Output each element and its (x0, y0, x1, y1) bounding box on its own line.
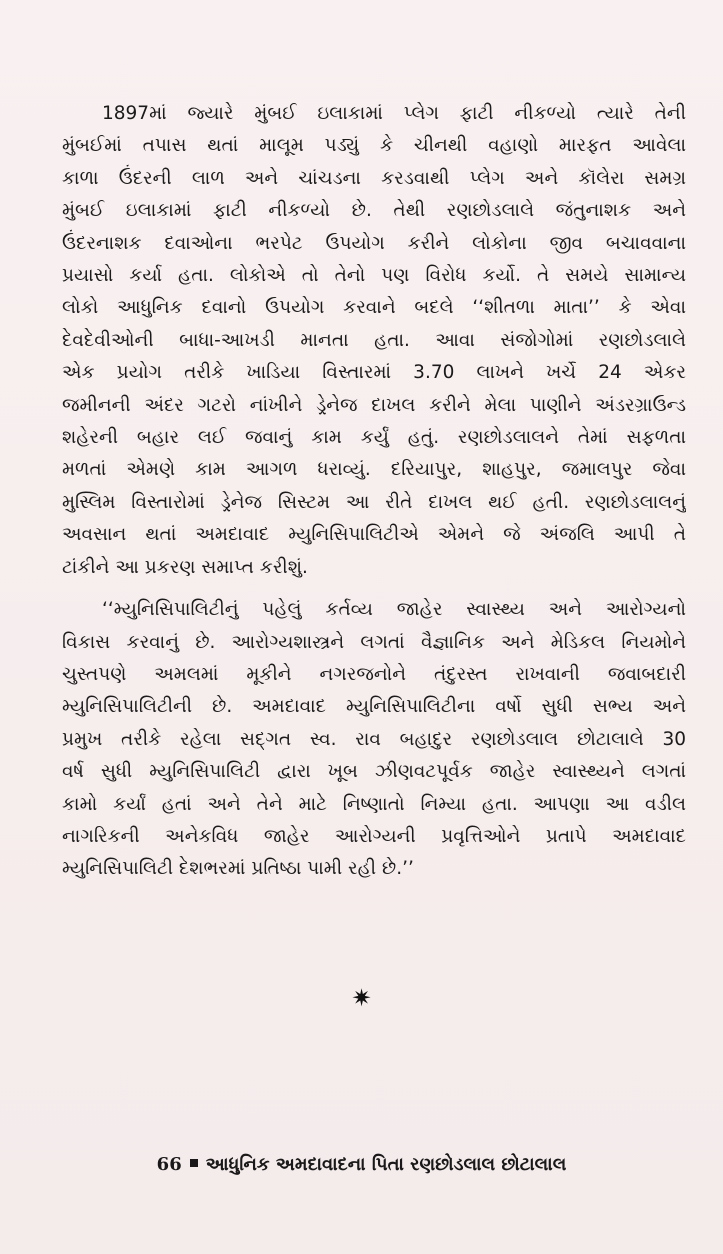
page-body (62, 98, 686, 886)
text-line: મુંબઈમાં તપાસ થતાં માલૂમ પડ્યું કે ચીનથી વહાણો મારફત આવેલા (62, 135, 686, 157)
text-line: 1897માં જ્યારે મુંબઈ ઇલાકામાં પ્લેગ ફાટી નીકળ્યો ત્યારે તેની (102, 103, 686, 124)
text-line: વિકાસ કરવાનું છે. આરોગ્યશાસ્ત્રને લગતાં વૈજ્ઞાનિક અને મેડિકલ નિયમોને (62, 631, 686, 653)
text-line: ટાંકીને આ પ્રકરણ સમાપ્ત કરીશું. (62, 556, 308, 578)
page-number: 66 (156, 1154, 182, 1175)
text-line: મ્યુનિસિપાલિટી દેશભરમાં પ્રતિષ્ઠા પામી રહી છે.’’ (62, 858, 414, 880)
text-line: એક પ્રયોગ તરીકે ખાડિયા વિસ્તારમાં 3.70 લાખને ખર્ચે 24 એકર (62, 362, 686, 384)
footer-bullet-icon (190, 1159, 198, 1167)
text-line: વર્ષ સુધી મ્યુનિસિપાલિટી દ્વારા ખૂબ ઝીણવટપૂર્વક જાહેર સ્વાસ્થ્યને લગતાં (62, 761, 686, 783)
text-line: શહેરની બહાર લઈ જવાનું કામ કર્યું હતું. રણછોડલાલને તેમાં સફળતા (62, 427, 686, 449)
text-line: ‘‘મ્યુનિસિપાલિટીનું પહેલું કર્તવ્ય જાહેર સ્વાસ્થ્ય અને આરોગ્યનો (102, 599, 686, 621)
section-end-asterisk-icon: ✷ (351, 984, 372, 1012)
text-line: નાગરિકની અનેકવિધ જાહેર આરોગ્યની પ્રવૃત્તિઓને પ્રતાપે અમદાવાદ (62, 825, 686, 847)
text-line: પ્રયાસો કર્યા હતા. લોકોએ તો તેનો પણ વિરોધ કર્યો. તે સમયે સામાન્ય (62, 265, 686, 287)
text-line: દેવદેવીઓની બાધા-આખડી માનતા હતા. આવા સંજોગોમાં રણછોડલાલે (62, 329, 686, 351)
text-line: મુંબઈ ઇલાકામાં ફાટી નીકળ્યો છે. તેથી રણછોડલાલે જંતુનાશક અને (62, 200, 686, 222)
paragraph-municipality-tribute-quote (62, 594, 686, 886)
text-line: ચુસ્તપણે અમલમાં મૂકીને નગરજનોને તંદુરસ્ત રાખવાની જવાબદારી (62, 663, 686, 685)
paragraph-drainage-history (62, 98, 686, 584)
text-line: કામો કર્યાં હતાં અને તેને માટે નિષ્ણાતો નિમ્યા હતા. આપણા આ વડીલ (62, 793, 686, 815)
text-line: અવસાન થતાં અમદાવાદ મ્યુનિસિપાલિટીએ એમને જે અંજલિ આપી તે (62, 524, 686, 546)
text-line: મળતાં એમણે કામ આગળ ધરાવ્યું. દરિયાપુર, શાહપુર, જમાલપુર જેવા (62, 459, 686, 481)
page-footer (0, 1153, 723, 1177)
text-line: કાળા ઉંદરની લાળ અને ચાંચડના કરડવાથી પ્લેગ અને કૉલેરા સમગ્ર (62, 167, 686, 189)
text-line: મુસ્લિમ વિસ્તારોમાં ડ્રેનેજ સિસ્ટમ આ રીતે દાખલ થઈ હતી. રણછોડલાલનું (62, 491, 686, 513)
text-line: ઉંદરનાશક દવાઓના ભરપેટ ઉપયોગ કરીને લોકોના જીવ બચાવવાના (62, 232, 686, 254)
text-line: પ્રમુખ તરીકે રહેલા સદ્ગત સ્વ. રાવ બહાદુર રણછોડલાલ છોટાલાલે 30 (62, 728, 686, 750)
text-line: જમીનની અંદર ગટરો નાંખીને ડ્રેનેજ દાખલ કરીને મેલા પાણીને અંડરગ્રાઉન્ડ (62, 394, 686, 416)
running-title: આધુનિક અમદાવાદના પિતા રણછોડલાલ છોટાલાલ (205, 1154, 567, 1175)
text-line: મ્યુનિસિપાલિટીની છે. અમદાવાદ મ્યુનિસિપાલિટીના વર્ષો સુધી સભ્ય અને (62, 696, 686, 718)
text-line: લોકો આધુનિક દવાનો ઉપયોગ કરવાને બદલે ‘‘શીતળા માતા’’ કે એવા (62, 297, 686, 319)
